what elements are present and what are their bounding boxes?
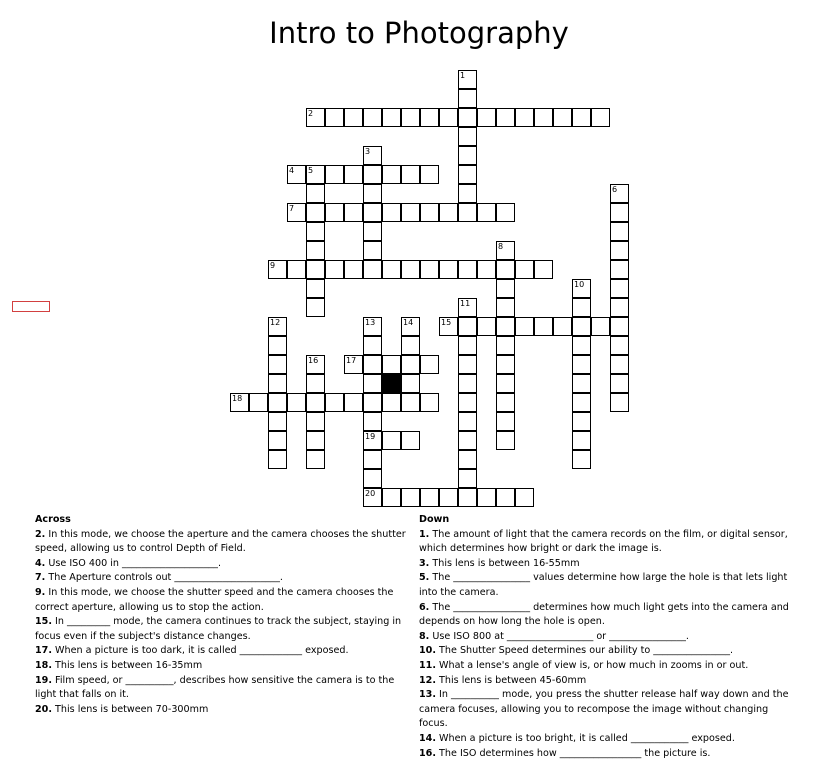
clue-text: In __________ mode, you press the shutter release half way down and the camera focuses, allowing you to recompose the image without changing focus. — [419, 689, 789, 730]
grid-cell[interactable] — [401, 336, 420, 355]
down-clue — [419, 659, 791, 674]
grid-cell[interactable] — [363, 165, 382, 184]
grid-cell[interactable] — [363, 412, 382, 431]
grid-cell[interactable] — [363, 355, 382, 374]
grid-cell[interactable] — [458, 317, 477, 336]
grid-cell[interactable] — [439, 488, 458, 507]
grid-cell[interactable] — [249, 393, 268, 412]
clue-text: This lens is between 16-55mm — [429, 557, 580, 569]
grid-cell[interactable] — [610, 336, 629, 355]
down-clue — [419, 732, 791, 747]
grid-cell[interactable] — [363, 184, 382, 203]
down-clues — [419, 513, 791, 761]
clue-number: 10. — [419, 645, 436, 657]
grid-cell[interactable] — [363, 469, 382, 488]
across-heading: Across — [35, 514, 71, 525]
grid-cell[interactable] — [363, 241, 382, 260]
grid-cell[interactable] — [306, 241, 325, 260]
grid-cell[interactable] — [553, 108, 572, 127]
clue-number-label: 2 — [308, 109, 314, 118]
across-clue — [35, 557, 415, 572]
clue-number: 11. — [419, 659, 436, 671]
grid-cell[interactable] — [439, 203, 458, 222]
puzzle-title: Intro to Photography — [269, 16, 569, 50]
grid-cell[interactable] — [496, 279, 515, 298]
down-clue — [419, 688, 791, 732]
grid-cell[interactable] — [401, 355, 420, 374]
across-clue — [35, 703, 415, 718]
grid-cell[interactable] — [572, 412, 591, 431]
grid-cell[interactable] — [363, 431, 382, 450]
grid-cell[interactable] — [458, 89, 477, 108]
grid-cell[interactable] — [610, 241, 629, 260]
grid-cell[interactable] — [572, 279, 591, 298]
grid-cell[interactable] — [287, 203, 306, 222]
grid-cell[interactable] — [477, 488, 496, 507]
grid-cell[interactable] — [382, 431, 401, 450]
grid-cell[interactable] — [458, 127, 477, 146]
grid-cell[interactable] — [458, 450, 477, 469]
grid-cell[interactable] — [401, 260, 420, 279]
clue-text: The amount of light that the camera records on the film, or digital sensor, which determines how bright or dark the image is. — [419, 528, 788, 555]
grid-cell[interactable] — [439, 108, 458, 127]
clue-number-label: 15 — [441, 318, 452, 327]
grid-cell[interactable] — [382, 260, 401, 279]
down-clue — [419, 557, 791, 572]
grid-cell[interactable] — [382, 355, 401, 374]
clue-number: 2. — [35, 528, 46, 540]
clue-text: Use ISO 800 at __________________ or ________________. — [429, 630, 689, 642]
grid-cell[interactable] — [458, 374, 477, 393]
grid-cell[interactable] — [439, 260, 458, 279]
clue-number-label: 1 — [460, 71, 466, 80]
across-clue — [35, 659, 415, 674]
grid-cell[interactable] — [268, 317, 287, 336]
grid-cell[interactable] — [572, 317, 591, 336]
grid-cell[interactable] — [306, 393, 325, 412]
grid-cell[interactable] — [477, 317, 496, 336]
across-clue — [35, 571, 415, 586]
clue-text: This lens is between 70-300mm — [52, 703, 209, 715]
grid-cell[interactable] — [610, 355, 629, 374]
grid-cell[interactable] — [496, 393, 515, 412]
grid-cell[interactable] — [496, 374, 515, 393]
grid-cell[interactable] — [534, 260, 553, 279]
grid-cell[interactable] — [382, 203, 401, 222]
grid-cell[interactable] — [610, 203, 629, 222]
down-clue — [419, 747, 791, 762]
grid-cell[interactable] — [458, 393, 477, 412]
grid-cell[interactable] — [610, 393, 629, 412]
grid-cell[interactable] — [363, 222, 382, 241]
grid-cell[interactable] — [572, 355, 591, 374]
grid-cell[interactable] — [496, 298, 515, 317]
clue-text: This lens is between 16-35mm — [52, 659, 203, 671]
down-clue — [419, 644, 791, 659]
grid-cell[interactable] — [572, 450, 591, 469]
grid-cell[interactable] — [458, 70, 477, 89]
grid-cell[interactable] — [363, 108, 382, 127]
grid-cell[interactable] — [572, 336, 591, 355]
clue-text: In _________ mode, the camera continues to track the subject, staying in focus even if the subject's distance changes. — [35, 616, 402, 642]
clue-number-label: 20 — [365, 489, 376, 498]
grid-cell[interactable] — [306, 431, 325, 450]
grid-cell[interactable] — [401, 431, 420, 450]
grid-cell[interactable] — [306, 184, 325, 203]
down-clue — [419, 571, 791, 600]
down-clue — [419, 601, 791, 630]
grid-cell[interactable] — [268, 260, 287, 279]
grid-cell[interactable] — [496, 355, 515, 374]
clue-text: The Shutter Speed determines our ability to ________________. — [436, 645, 734, 657]
grid-cell[interactable] — [572, 298, 591, 317]
grid-cell[interactable] — [591, 317, 610, 336]
across-clue-list — [35, 528, 415, 718]
grid-cell[interactable] — [401, 393, 420, 412]
clue-number-label: 14 — [403, 318, 414, 327]
grid-cell[interactable] — [420, 488, 439, 507]
grid-cell[interactable] — [325, 165, 344, 184]
grid-cell[interactable] — [610, 184, 629, 203]
grid-cell[interactable] — [268, 412, 287, 431]
clue-number: 19. — [35, 674, 52, 686]
grid-cell[interactable] — [382, 108, 401, 127]
grid-cell[interactable] — [572, 108, 591, 127]
grid-cell[interactable] — [591, 108, 610, 127]
grid-cell[interactable] — [477, 108, 496, 127]
clue-number: 8. — [419, 630, 430, 642]
clue-number-label: 13 — [365, 318, 376, 327]
clue-number: 18. — [35, 659, 52, 671]
grid-cell[interactable] — [572, 393, 591, 412]
grid-cell[interactable] — [458, 146, 477, 165]
grid-cell[interactable] — [401, 203, 420, 222]
clue-number-label: 18 — [232, 394, 243, 403]
grid-cell[interactable] — [439, 317, 458, 336]
across-clue — [35, 674, 415, 703]
grid-cell[interactable] — [287, 165, 306, 184]
grid-cell[interactable] — [363, 393, 382, 412]
grid-cell[interactable] — [572, 431, 591, 450]
grid-cell[interactable] — [401, 374, 420, 393]
clue-text: The Aperture controls out ______________________. — [45, 572, 283, 584]
clue-text: In this mode, we choose the aperture and the camera chooses the shutter speed, allowing us to control Depth of Field. — [35, 528, 406, 555]
grid-cell[interactable] — [268, 374, 287, 393]
grid-cell[interactable] — [515, 108, 534, 127]
grid-cell[interactable] — [401, 108, 420, 127]
clue-text: The ISO determines how _________________ the picture is. — [436, 747, 711, 759]
grid-cell[interactable] — [496, 260, 515, 279]
clue-text: What a lense's angle of view is, or how much in zooms in or out. — [436, 659, 749, 671]
grid-cell[interactable] — [287, 393, 306, 412]
black-square — [382, 374, 401, 393]
clue-text: Use ISO 400 in ____________________. — [45, 557, 222, 569]
clue-number: 13. — [419, 689, 436, 701]
grid-cell[interactable] — [420, 355, 439, 374]
grid-cell[interactable] — [496, 203, 515, 222]
grid-cell[interactable] — [458, 203, 477, 222]
grid-cell[interactable] — [306, 165, 325, 184]
clue-number: 1. — [419, 528, 430, 540]
clue-text: When a picture is too bright, it is called ____________ exposed. — [436, 732, 735, 744]
clue-number-label: 6 — [612, 185, 618, 194]
clue-number: 3. — [419, 557, 430, 569]
grid-cell[interactable] — [496, 317, 515, 336]
clue-text: Film speed, or __________, describes how sensitive the camera is to the light that falls on it. — [35, 674, 395, 701]
grid-cell[interactable] — [363, 146, 382, 165]
grid-cell[interactable] — [610, 260, 629, 279]
grid-cell[interactable] — [230, 393, 249, 412]
clue-number: 12. — [419, 674, 436, 686]
clue-number-label: 8 — [498, 242, 504, 251]
grid-cell[interactable] — [515, 317, 534, 336]
grid-cell[interactable] — [382, 393, 401, 412]
grid-cell[interactable] — [363, 260, 382, 279]
clue-number: 20. — [35, 703, 52, 715]
clue-number: 9. — [35, 586, 46, 598]
highlight-box — [12, 301, 50, 312]
grid-cell[interactable] — [363, 336, 382, 355]
clue-text: When a picture is too dark, it is called _____________ exposed. — [52, 645, 349, 657]
grid-cell[interactable] — [477, 203, 496, 222]
grid-cell[interactable] — [420, 260, 439, 279]
clue-number: 5. — [419, 572, 430, 584]
grid-cell[interactable] — [553, 317, 572, 336]
grid-cell[interactable] — [420, 393, 439, 412]
clue-text: The ________________ determines how much light gets into the camera and depends on how long the hole is open. — [419, 601, 789, 628]
grid-cell[interactable] — [363, 374, 382, 393]
grid-cell[interactable] — [458, 336, 477, 355]
down-clue — [419, 528, 791, 557]
grid-cell[interactable] — [382, 165, 401, 184]
clue-number-label: 5 — [308, 166, 314, 175]
grid-cell[interactable] — [306, 222, 325, 241]
grid-cell[interactable] — [344, 165, 363, 184]
grid-cell[interactable] — [458, 469, 477, 488]
clue-number-label: 12 — [270, 318, 281, 327]
grid-cell[interactable] — [420, 108, 439, 127]
grid-cell[interactable] — [268, 336, 287, 355]
clue-number-label: 11 — [460, 299, 471, 308]
across-clues — [35, 513, 415, 717]
clue-number: 17. — [35, 645, 52, 657]
grid-cell[interactable] — [306, 355, 325, 374]
grid-cell[interactable] — [401, 317, 420, 336]
grid-cell[interactable] — [420, 165, 439, 184]
down-clue — [419, 630, 791, 645]
grid-cell[interactable] — [401, 488, 420, 507]
grid-cell[interactable] — [477, 260, 496, 279]
clue-number-label: 9 — [270, 261, 276, 270]
grid-cell[interactable] — [344, 260, 363, 279]
down-clue — [419, 674, 791, 689]
across-clue — [35, 586, 415, 615]
grid-cell[interactable] — [306, 260, 325, 279]
clue-number-label: 4 — [289, 166, 295, 175]
across-clue — [35, 615, 415, 644]
grid-cell[interactable] — [610, 298, 629, 317]
grid-cell[interactable] — [268, 393, 287, 412]
grid-cell[interactable] — [306, 298, 325, 317]
grid-cell[interactable] — [287, 260, 306, 279]
grid-cell[interactable] — [534, 108, 553, 127]
down-clue-list — [419, 528, 791, 762]
clue-number-label: 16 — [308, 356, 319, 365]
grid-cell[interactable] — [458, 355, 477, 374]
clue-number: 14. — [419, 732, 436, 744]
grid-cell[interactable] — [306, 279, 325, 298]
clue-number: 4. — [35, 557, 46, 569]
grid-cell[interactable] — [268, 431, 287, 450]
grid-cell[interactable] — [458, 184, 477, 203]
grid-cell[interactable] — [496, 412, 515, 431]
grid-cell[interactable] — [458, 260, 477, 279]
grid-cell[interactable] — [325, 203, 344, 222]
grid-cell[interactable] — [496, 108, 515, 127]
grid-cell[interactable] — [363, 450, 382, 469]
grid-cell[interactable] — [344, 108, 363, 127]
grid-cell[interactable] — [420, 203, 439, 222]
grid-cell[interactable] — [515, 488, 534, 507]
across-clue — [35, 644, 415, 659]
grid-cell[interactable] — [306, 450, 325, 469]
clue-number-label: 10 — [574, 280, 585, 289]
clue-number-label: 19 — [365, 432, 376, 441]
grid-cell[interactable] — [515, 260, 534, 279]
grid-cell[interactable] — [496, 488, 515, 507]
grid-cell[interactable] — [496, 336, 515, 355]
grid-cell[interactable] — [458, 165, 477, 184]
grid-cell[interactable] — [458, 108, 477, 127]
clue-text: In this mode, we choose the shutter speed and the camera chooses the correct aperture, allowing us to stop the action. — [35, 586, 394, 613]
clue-number: 6. — [419, 601, 430, 613]
grid-cell[interactable] — [363, 488, 382, 507]
grid-cell[interactable] — [268, 355, 287, 374]
grid-cell[interactable] — [458, 431, 477, 450]
clue-number: 7. — [35, 572, 46, 584]
clue-number-label: 7 — [289, 204, 295, 213]
grid-cell[interactable] — [325, 260, 344, 279]
grid-cell[interactable] — [325, 393, 344, 412]
grid-cell[interactable] — [344, 393, 363, 412]
grid-cell[interactable] — [306, 374, 325, 393]
grid-cell[interactable] — [344, 203, 363, 222]
grid-cell[interactable] — [268, 450, 287, 469]
clue-number: 15. — [35, 616, 52, 628]
clue-number-label: 3 — [365, 147, 371, 156]
grid-cell[interactable] — [496, 431, 515, 450]
grid-cell[interactable] — [610, 279, 629, 298]
grid-cell[interactable] — [572, 374, 591, 393]
grid-cell[interactable] — [496, 241, 515, 260]
grid-cell[interactable] — [382, 488, 401, 507]
grid-cell[interactable] — [401, 165, 420, 184]
grid-cell[interactable] — [306, 203, 325, 222]
grid-cell[interactable] — [610, 317, 629, 336]
grid-cell[interactable] — [458, 488, 477, 507]
grid-cell[interactable] — [363, 203, 382, 222]
grid-cell[interactable] — [306, 108, 325, 127]
clue-text: This lens is between 45-60mm — [436, 674, 587, 686]
grid-cell[interactable] — [610, 374, 629, 393]
clue-text: The ________________ values determine how large the hole is that lets light into the camera. — [419, 572, 788, 598]
down-heading: Down — [419, 514, 450, 525]
clue-number-label: 17 — [346, 356, 357, 365]
grid-cell[interactable] — [344, 355, 363, 374]
grid-cell[interactable] — [363, 317, 382, 336]
grid-cell[interactable] — [458, 298, 477, 317]
grid-cell[interactable] — [306, 412, 325, 431]
across-clue — [35, 528, 415, 557]
grid-cell[interactable] — [610, 222, 629, 241]
grid-cell[interactable] — [458, 412, 477, 431]
grid-cell[interactable] — [325, 108, 344, 127]
clue-number: 16. — [419, 747, 436, 759]
grid-cell[interactable] — [534, 317, 553, 336]
